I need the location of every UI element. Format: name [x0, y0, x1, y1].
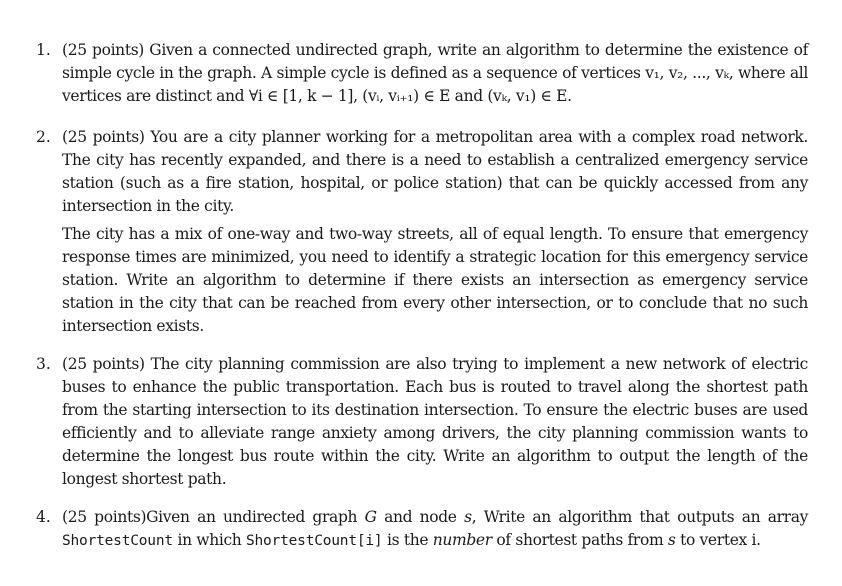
math-variable: s	[464, 508, 472, 526]
problem-number: 4.	[36, 508, 51, 526]
problem-number: 2.	[36, 128, 51, 146]
text-segment: (25 points)Given an undirected graph	[62, 508, 365, 526]
problem-number: 1.	[36, 41, 51, 59]
text-segment: is the	[382, 531, 433, 549]
code-identifier: ShortestCount[i]	[245, 533, 383, 549]
problem-text	[62, 506, 808, 553]
problem-number: 3.	[36, 355, 51, 373]
text-segment: to vertex i.	[675, 531, 761, 549]
text-segment: and node	[376, 508, 465, 526]
math-variable: G	[364, 508, 377, 526]
problem-text: (25 points) You are a city planner working for a metropolitan area with a complex road network. The city has recently expanded, and there is a need to establish a centralized emergency service station (such as a fire station, hospital, or police station) that can be quickly accessed from any intersection in the city.	[62, 128, 808, 215]
emphasis: number	[432, 531, 492, 549]
problem-text: (25 points) Given a connected undirected graph, write an algorithm to determine the existence of simple cycle in the graph. A simple cycle is defined as a sequence of vertices v₁, v₂, ..., vₖ, where all vertices are distinct and ∀i ∈ [1, k − 1], (vᵢ, vᵢ₊₁) ∈ E and (vₖ, v₁) ∈ E.	[62, 41, 808, 105]
math-variable: s	[667, 531, 676, 549]
problem-text: (25 points) The city planning commission are also trying to implement a new network of electric buses to enhance the public transportation. Each bus is routed to travel along the shortest path from the starting intersection to its destination intersection. To ensure the electric buses are used efficiently and to alleviate range anxiety among drivers, the city planning commission wants to determine the longest bus route within the city. Write an algorithm to output the length of the longest shortest path.	[62, 355, 808, 488]
code-identifier: ShortestCount	[62, 533, 173, 549]
text-segment: of shortest paths from	[491, 531, 668, 549]
text-segment: in which	[172, 531, 246, 549]
text-segment: , Write an algorithm that outputs an array	[471, 508, 809, 526]
problem-text-continued: The city has a mix of one-way and two-way streets, all of equal length. To ensure that emergency response times are minimized, you need to identify a strategic location for this emergency service station. Write an algorithm to determine if there exists an intersection as emergency service station in the city that can be reached from every other intersection, or to conclude that no such intersection exists.	[62, 225, 808, 335]
